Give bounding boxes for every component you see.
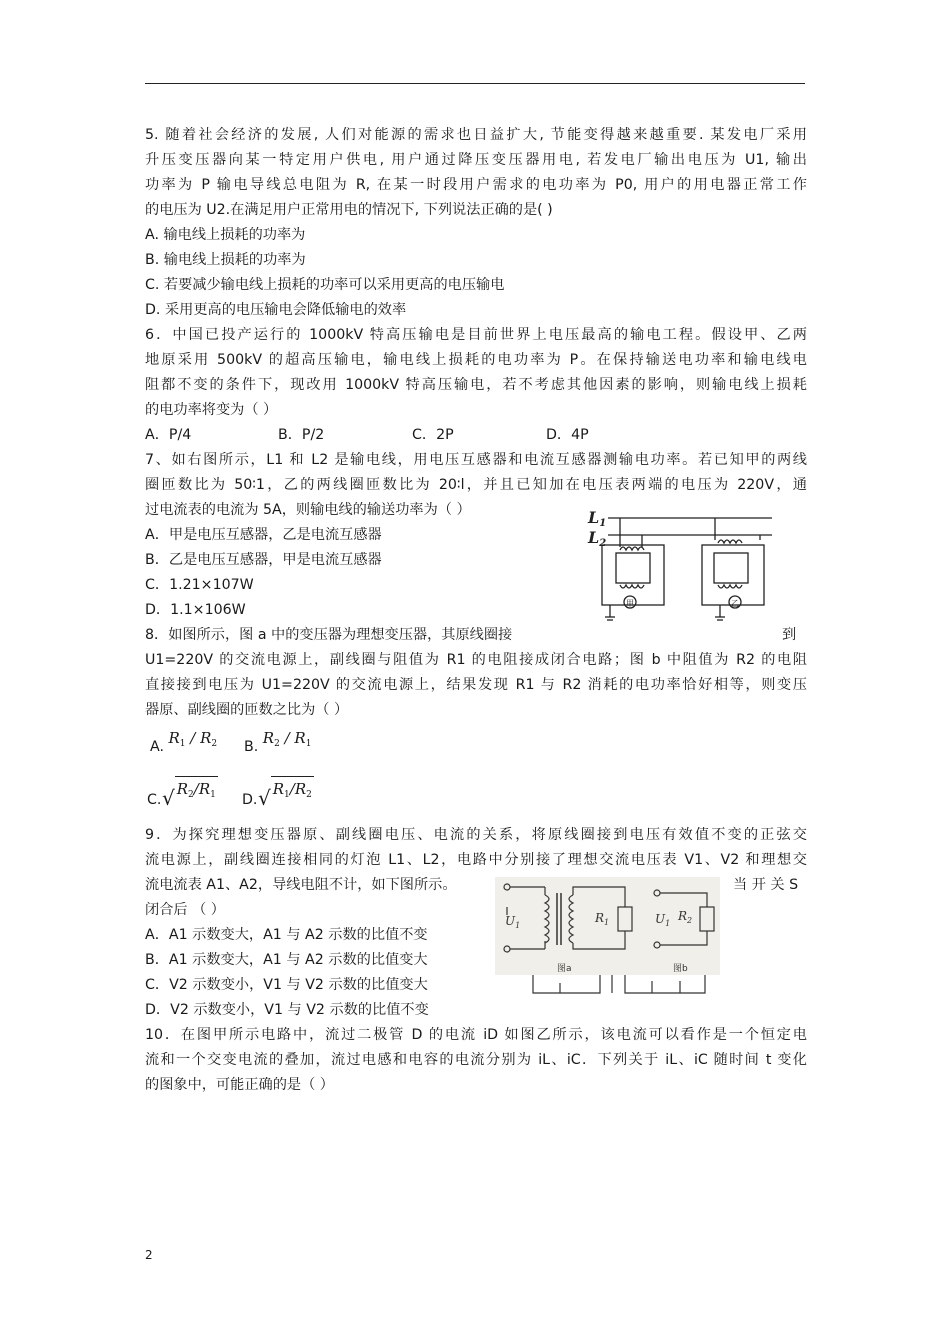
q8-option-a: A. $R_1 / R_2$: [150, 729, 218, 755]
q6-line-1: 6．中国已投产运行的 1000kV 特高压输电是目前世界上电压最高的输电工程。假设甲、乙两: [145, 327, 807, 343]
header-rule: [145, 83, 805, 84]
q8-r2-label: $R_2$: [678, 909, 693, 925]
q9-option-c: C．V2 示数变小，V1 与 V2 示数的比值变大: [145, 977, 428, 993]
q7-meter-yi-label: 乙: [731, 599, 739, 608]
q7-option-c: C．1.21×107W: [145, 577, 254, 593]
q7-option-d: D．1.1×106W: [145, 602, 246, 618]
q7-line-2: 圈匝数比为 50∶1，乙的两线圈匝数比为 20∶l，并且已知加在电压表两端的电压为 220V，通: [145, 477, 807, 493]
q5-line-2: 升压变压器向某一特定用户供电, 用户通过降压变压器用电, 若发电厂输出电压为 U1, 输出: [145, 152, 807, 168]
q8-u1-label-a: $U_1$: [505, 914, 521, 930]
q6-option-c: C．2P: [412, 427, 454, 443]
q8-formula-d: √ $R_1/R_2$: [258, 776, 314, 814]
q8-resistor-r1: [618, 907, 632, 931]
q9-line-3-left: 流电流表 A1、A2，导线电阻不计，如下图所示。: [145, 877, 457, 893]
q8-u1-label-b: $U_1$: [655, 912, 671, 928]
q7-option-a: A．甲是电压互感器，乙是电流互感器: [145, 527, 382, 543]
q8-caption-b: 图b: [673, 964, 688, 974]
q5-option-d: D. 采用更高的电压输电会降低输电的效率: [145, 302, 407, 318]
q6-option-b: B．P/2: [278, 427, 325, 443]
q8-line-3: 直接接到电压为 U1=220V 的交流电源上，结果发现 R1 与 R2 消耗的电功率恰好相等，则变压: [145, 677, 807, 693]
q8-formula-a: $R_1 / R_2$: [168, 729, 218, 749]
q5-line-4: 的电压为 U2.在满足用户正常用电的情况下, 下列说法正确的是( ): [145, 202, 553, 218]
q5-line-1: 5. 随着社会经济的发展, 人们对能源的需求也日益扩大, 节能变得越来越重要. 某发电厂采用: [145, 127, 807, 143]
q8-r1-label: $R_1$: [595, 911, 610, 927]
q8-line-4: 器原、副线圈的匝数之比为（ ）: [145, 702, 349, 718]
q8-caption-a: 图a: [557, 964, 572, 974]
q9-line-1: 9．为探究理想变压器原、副线圈电压、电流的关系，将原线圈接到电压有效值不变的正弦交: [145, 827, 807, 843]
q8-line-1-right: 到: [782, 627, 797, 643]
q6-line-4: 的电功率将变为（ ）: [145, 402, 278, 418]
q9-line-3-right: 当 开 关 S: [733, 877, 799, 893]
q7-line-3: 过电流表的电流为 5A，则输电线的输送功率为（ ）: [145, 502, 471, 518]
q6-line-3: 阻都不变的条件下，现改用 1000kV 特高压输电，若不考虑其他因素的影响，则输电线上损耗: [145, 377, 807, 393]
q8-circuit-figure: [495, 877, 720, 975]
page-number: 2: [145, 1248, 153, 1262]
q5-line-3: 功率为 P 输电导线总电阻为 R, 在某一时段用户需求的电功率为 P0, 用户的用电器正常工作: [145, 177, 807, 193]
q9-option-b: B．A1 示数变大，A1 与 A2 示数的比值变大: [145, 952, 428, 968]
q7-line-1: 7、如右图所示，L1 和 L2 是输电线，用电压互感器和电流互感器测输电功率。若已知甲的两线: [145, 452, 807, 468]
q5-option-c: C. 若要减少输电线上损耗的功率可以采用更高的电压输电: [145, 277, 505, 293]
q8-option-c: C.: [147, 792, 162, 808]
q6-line-2: 地原采用 500kV 的超高压输电，输电线上损耗的电功率为 P。在保持输送电功率和输电线电: [145, 352, 807, 368]
q9-circuit-fragment: [530, 975, 710, 997]
q6-option-a: A．P/4: [145, 427, 192, 443]
q9-line-4: 闭合后 （ ）: [145, 902, 225, 918]
q8-option-d: D.: [242, 792, 258, 808]
q7-option-b: B．乙是电压互感器，甲是电流互感器: [145, 552, 382, 568]
q5-option-b: B. 输电线上损耗的功率为: [145, 252, 306, 268]
q10-line-1: 10．在图甲所示电路中，流过二极管 D 的电流 iD 如图乙所示，该电流可以看作是一个恒定电: [145, 1027, 807, 1043]
q9-option-a: A．A1 示数变大，A1 与 A2 示数的比值不变: [145, 927, 428, 943]
q10-line-3: 的图象中，可能正确的是（ ）: [145, 1077, 334, 1093]
q10-line-2: 流和一个交变电流的叠加，流过电感和电容的电流分别为 iL、iC．下列关于 iL、iC 随时间 t 变化: [145, 1052, 807, 1068]
q5-option-a: A. 输电线上损耗的功率为: [145, 227, 306, 243]
q8-line-1-left: 8．如图所示，图 a 中的变压器为理想变压器，其原线圈接: [145, 627, 513, 643]
q7-l1-label: L1: [588, 508, 607, 529]
q8-option-b: B. $R_2 / R_1$: [244, 729, 312, 755]
q8-formula-c: √ $R_2/R_1$: [162, 776, 218, 814]
q7-transformer-figure: [580, 505, 780, 625]
q8-line-2: U1=220V 的交流电源上，副线圈与阻值为 R1 的电阻接成闭合电路；图 b 中阻值为 R2 的电阻: [145, 652, 807, 668]
q6-option-d: D．4P: [546, 427, 589, 443]
q9-option-d: D．V2 示数变小，V1 与 V2 示数的比值不变: [145, 1002, 429, 1018]
q7-l2-label: L2: [588, 528, 607, 549]
q9-line-2: 流电源上，副线圈连接相同的灯泡 L1、L2，电路中分别接了理想交流电压表 V1、V2 和理想交: [145, 852, 807, 868]
q7-meter-jia-label: 甲: [626, 599, 634, 608]
q8-formula-b: $R_2 / R_1$: [262, 729, 312, 749]
q8-resistor-r2: [700, 907, 714, 931]
